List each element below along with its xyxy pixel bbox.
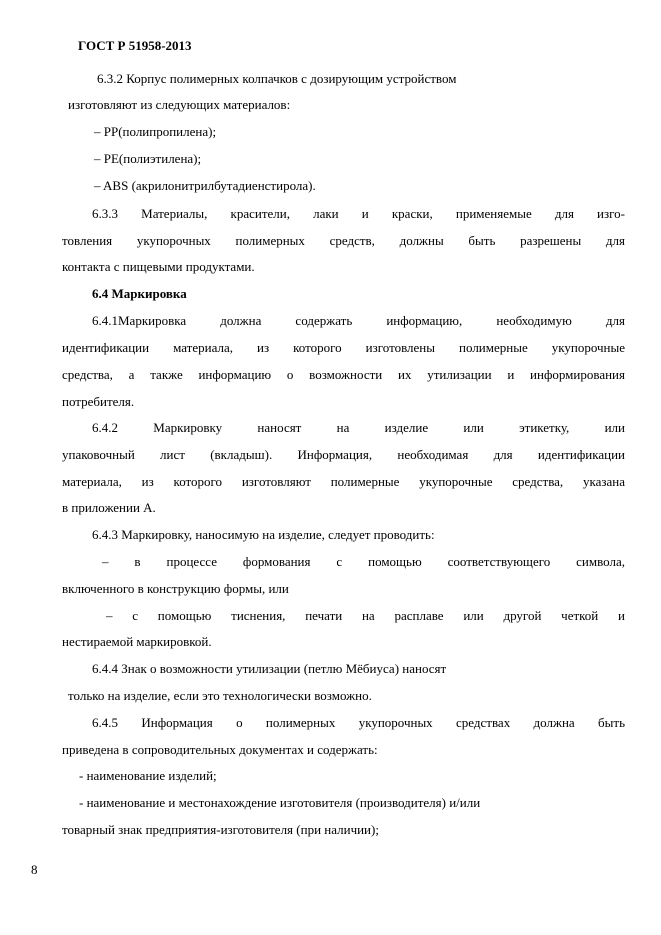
text-line: изготовляют из следующих материалов: [68,97,291,112]
list-item: - наименование и местонахождение изготовителя (производителя) и/или [79,795,481,810]
text-line: товления укупорочных полимерных средств, должны быть разрешены для [62,233,625,248]
text-line: 6.4.1Маркировка должна содержать информацию, необходимую для [92,313,625,328]
list-item: – PE(полиэтилена); [94,151,202,166]
text-line: материала, из которого изготовляют полимерные укупорочные средства, указана [62,474,625,489]
text-line: в приложении А. [62,500,156,515]
text-line: только на изделие, если это технологически возможно. [68,688,372,703]
text-line: потребителя. [62,394,135,409]
document-header-standard: ГОСТ Р 51958-2013 [78,38,192,53]
page-number: 8 [31,862,38,877]
list-item: – ABS (акрилонитрилбутадиенстирола). [94,178,316,193]
text-line: идентификации материала, из которого изготовлены полимерные укупорочные [62,340,625,355]
text-line: приведена в сопроводительных документах и содержать: [62,742,378,757]
text-line: упаковочный лист (вкладыш). Информация, необходимая для идентификации [62,447,625,462]
text-line: 6.4.5 Информация о полимерных укупорочных средствах должна быть [92,715,625,730]
text-line: товарный знак предприятия-изготовителя (при наличии); [62,822,379,837]
list-item: - наименование изделий; [79,768,217,783]
text-line: 6.3.2 Корпус полимерных колпачков с дозирующим устройством [97,71,457,86]
text-line: 6.4.4 Знак о возможности утилизации (петлю Мёбиуса) наносят [92,661,447,676]
section-heading: 6.4 Маркировка [92,286,187,301]
list-item: – в процессе формования с помощью соответствующего символа, [102,554,625,569]
text-line: 6.4.2 Маркировку наносят на изделие или этикетку, или [92,420,625,435]
text-line: нестираемой маркировкой. [62,634,212,649]
text-line: 6.4.3 Маркировку, наносимую на изделие, следует проводить: [92,527,435,542]
text-line: средства, а также информацию о возможности их утилизации и информирования [62,367,625,382]
list-item: – с помощью тиснения, печати на расплаве или другой четкой и [106,608,625,623]
text-line: 6.3.3 Материалы, красители, лаки и краски, применяемые для изго- [92,206,625,221]
text-line: включенного в конструкцию формы, или [62,581,289,596]
text-line: контакта с пищевыми продуктами. [62,259,255,274]
list-item: – PP(полипропилена); [94,124,217,139]
